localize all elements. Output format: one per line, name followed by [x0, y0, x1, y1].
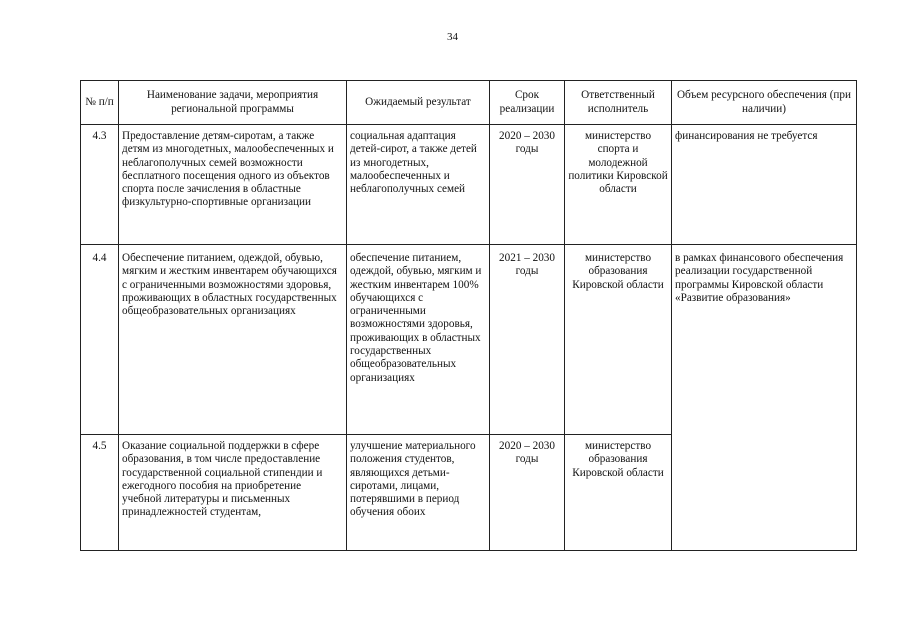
row-num: 4.4 [81, 245, 119, 435]
row-result: социальная адаптация детей-сирот, а также детей из многодетных, малообеспеченных и неблагополучных семей [347, 125, 490, 245]
row-num: 4.5 [81, 435, 119, 551]
row-result: улучшение материального положения студентов, являющихся детьми-сиротами, лицами, потерявшими в период обучения обоих [347, 435, 490, 551]
row-result: обеспечение питанием, одеждой, обувью, мягким и жестким инвентарем 100% обучающихся с ограниченными возможностями здоровья, проживающих в областных государственных общеобразовательных организациях [347, 245, 490, 435]
header-funding: Объем ресурсного обеспечения (при наличии) [672, 81, 857, 125]
table-row [81, 125, 857, 245]
header-result: Ожидаемый результат [347, 81, 490, 125]
row-executor: министерство образования Кировской области [565, 435, 672, 551]
row-num: 4.3 [81, 125, 119, 245]
row-task: Обеспечение питанием, одеждой, обувью, мягким и жестким инвентарем обучающихся с ограниченными возможностями здоровья, проживающих в областных государственных общеобразовательных организациях [119, 245, 347, 435]
row-funding: в рамках финансового обеспечения реализации государственной программы Кировской области «Развитие образования» [672, 245, 857, 551]
header-executor: Ответственный исполнитель [565, 81, 672, 125]
row-task: Предоставление детям-сиротам, а также детям из многодетных, малообеспеченных и неблагополучных семей возможности бесплатного посещения одного из объектов спорта после зачисления в областные физкультурно-спортивные организации [119, 125, 347, 245]
program-table [80, 80, 857, 551]
row-executor: министерство спорта и молодежной политики Кировской области [565, 125, 672, 245]
row-term: 2020 – 2030 годы [490, 435, 565, 551]
row-term: 2020 – 2030 годы [490, 125, 565, 245]
row-executor: министерство образования Кировской области [565, 245, 672, 435]
header-term: Срок реализации [490, 81, 565, 125]
row-term: 2021 – 2030 годы [490, 245, 565, 435]
table-header-row [81, 81, 857, 125]
table-row [81, 245, 857, 435]
row-funding: финансирования не требуется [672, 125, 857, 245]
header-num: № п/п [81, 81, 119, 125]
header-task: Наименование задачи, мероприятия региональной программы [119, 81, 347, 125]
row-task: Оказание социальной поддержки в сфере образования, в том числе предоставление государственной социальной стипендии и ежегодного пособия на приобретение учебной литературы и письменных принадлежностей студентам, [119, 435, 347, 551]
page-number: 34 [447, 31, 458, 43]
